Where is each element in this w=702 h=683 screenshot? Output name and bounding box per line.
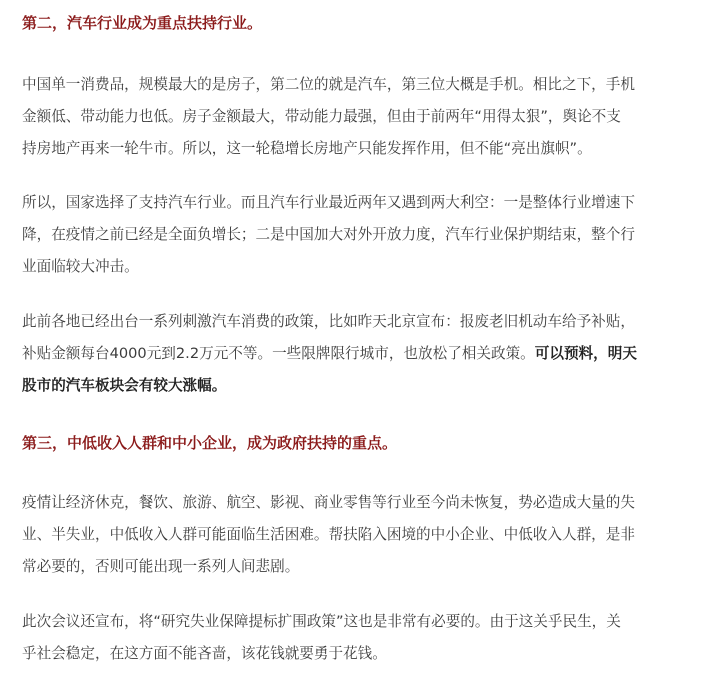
paragraph-line: [22, 370, 686, 402]
paragraph-line: 乎社会稳定，在这方面不能吝啬，该花钱就要勇于花钱。: [22, 645, 387, 662]
paragraph-line: [22, 338, 686, 370]
paragraph-line: 此次会议还宣布，将“研究失业保障提标扩围政策”这也是非常有必要的。由于这关乎民生，关: [22, 613, 621, 630]
paragraph-line: 业面临较大冲击。: [22, 258, 139, 275]
paragraph-line: 金额低、带动能力也低。房子金额最大，带动能力最强，但由于前两年“用得太狠”，舆论不支: [22, 108, 621, 125]
paragraph-line: 持房地产再来一轮牛市。所以，这一轮稳增长房地产只能发挥作用，但不能“亮出旗帜”。: [22, 140, 592, 157]
paragraph-low-income: [22, 487, 686, 583]
section-heading-2: 第二，汽车行业成为重点扶持行业。: [22, 14, 263, 32]
paragraph-line: 降，在疫情之前已经是全面负增长；二是中国加大对外开放力度，汽车行业保护期结束，整个行: [22, 226, 635, 243]
paragraph-line: 中国单一消费品，规模最大的是房子，第二位的就是汽车，第三位大概是手机。相比之下，手机: [22, 76, 635, 93]
paragraph-text: 补贴金额每台4000元到2.2万元不等。一些限牌限行城市，也放松了相关政策。: [22, 345, 535, 362]
section-heading-3: 第三，中低收入人群和中小企业，成为政府扶持的重点。: [22, 434, 398, 452]
paragraph-line: 所以，国家选择了支持汽车行业。而且汽车行业最近两年又遇到两大利空：一是整体行业增速下: [22, 194, 635, 211]
paragraph-unemployment: [22, 606, 686, 670]
paragraph-line: 此前各地已经出台一系列刺激汽车消费的政策，比如昨天北京宣布：报废老旧机动车给予补贴，: [22, 313, 635, 330]
paragraph-car-consumption: [22, 69, 686, 165]
paragraph-car-industry: [22, 187, 686, 283]
paragraph-line: 疫情让经济休克，餐饮、旅游、航空、影视、商业零售等行业至今尚未恢复，势必造成大量的失: [22, 494, 635, 511]
emphasis-text: 股市的汽车板块会有较大涨幅。: [22, 377, 227, 394]
paragraph-line: 业、半失业，中低收入人群可能面临生活困难。帮扶陷入困境的中小企业、中低收入人群，是非: [22, 526, 635, 543]
paragraph-car-policy: [22, 306, 686, 402]
paragraph-line: 常必要的，否则可能出现一系列人间悲剧。: [22, 558, 300, 575]
emphasis-text: 可以预料，明天: [534, 345, 637, 362]
